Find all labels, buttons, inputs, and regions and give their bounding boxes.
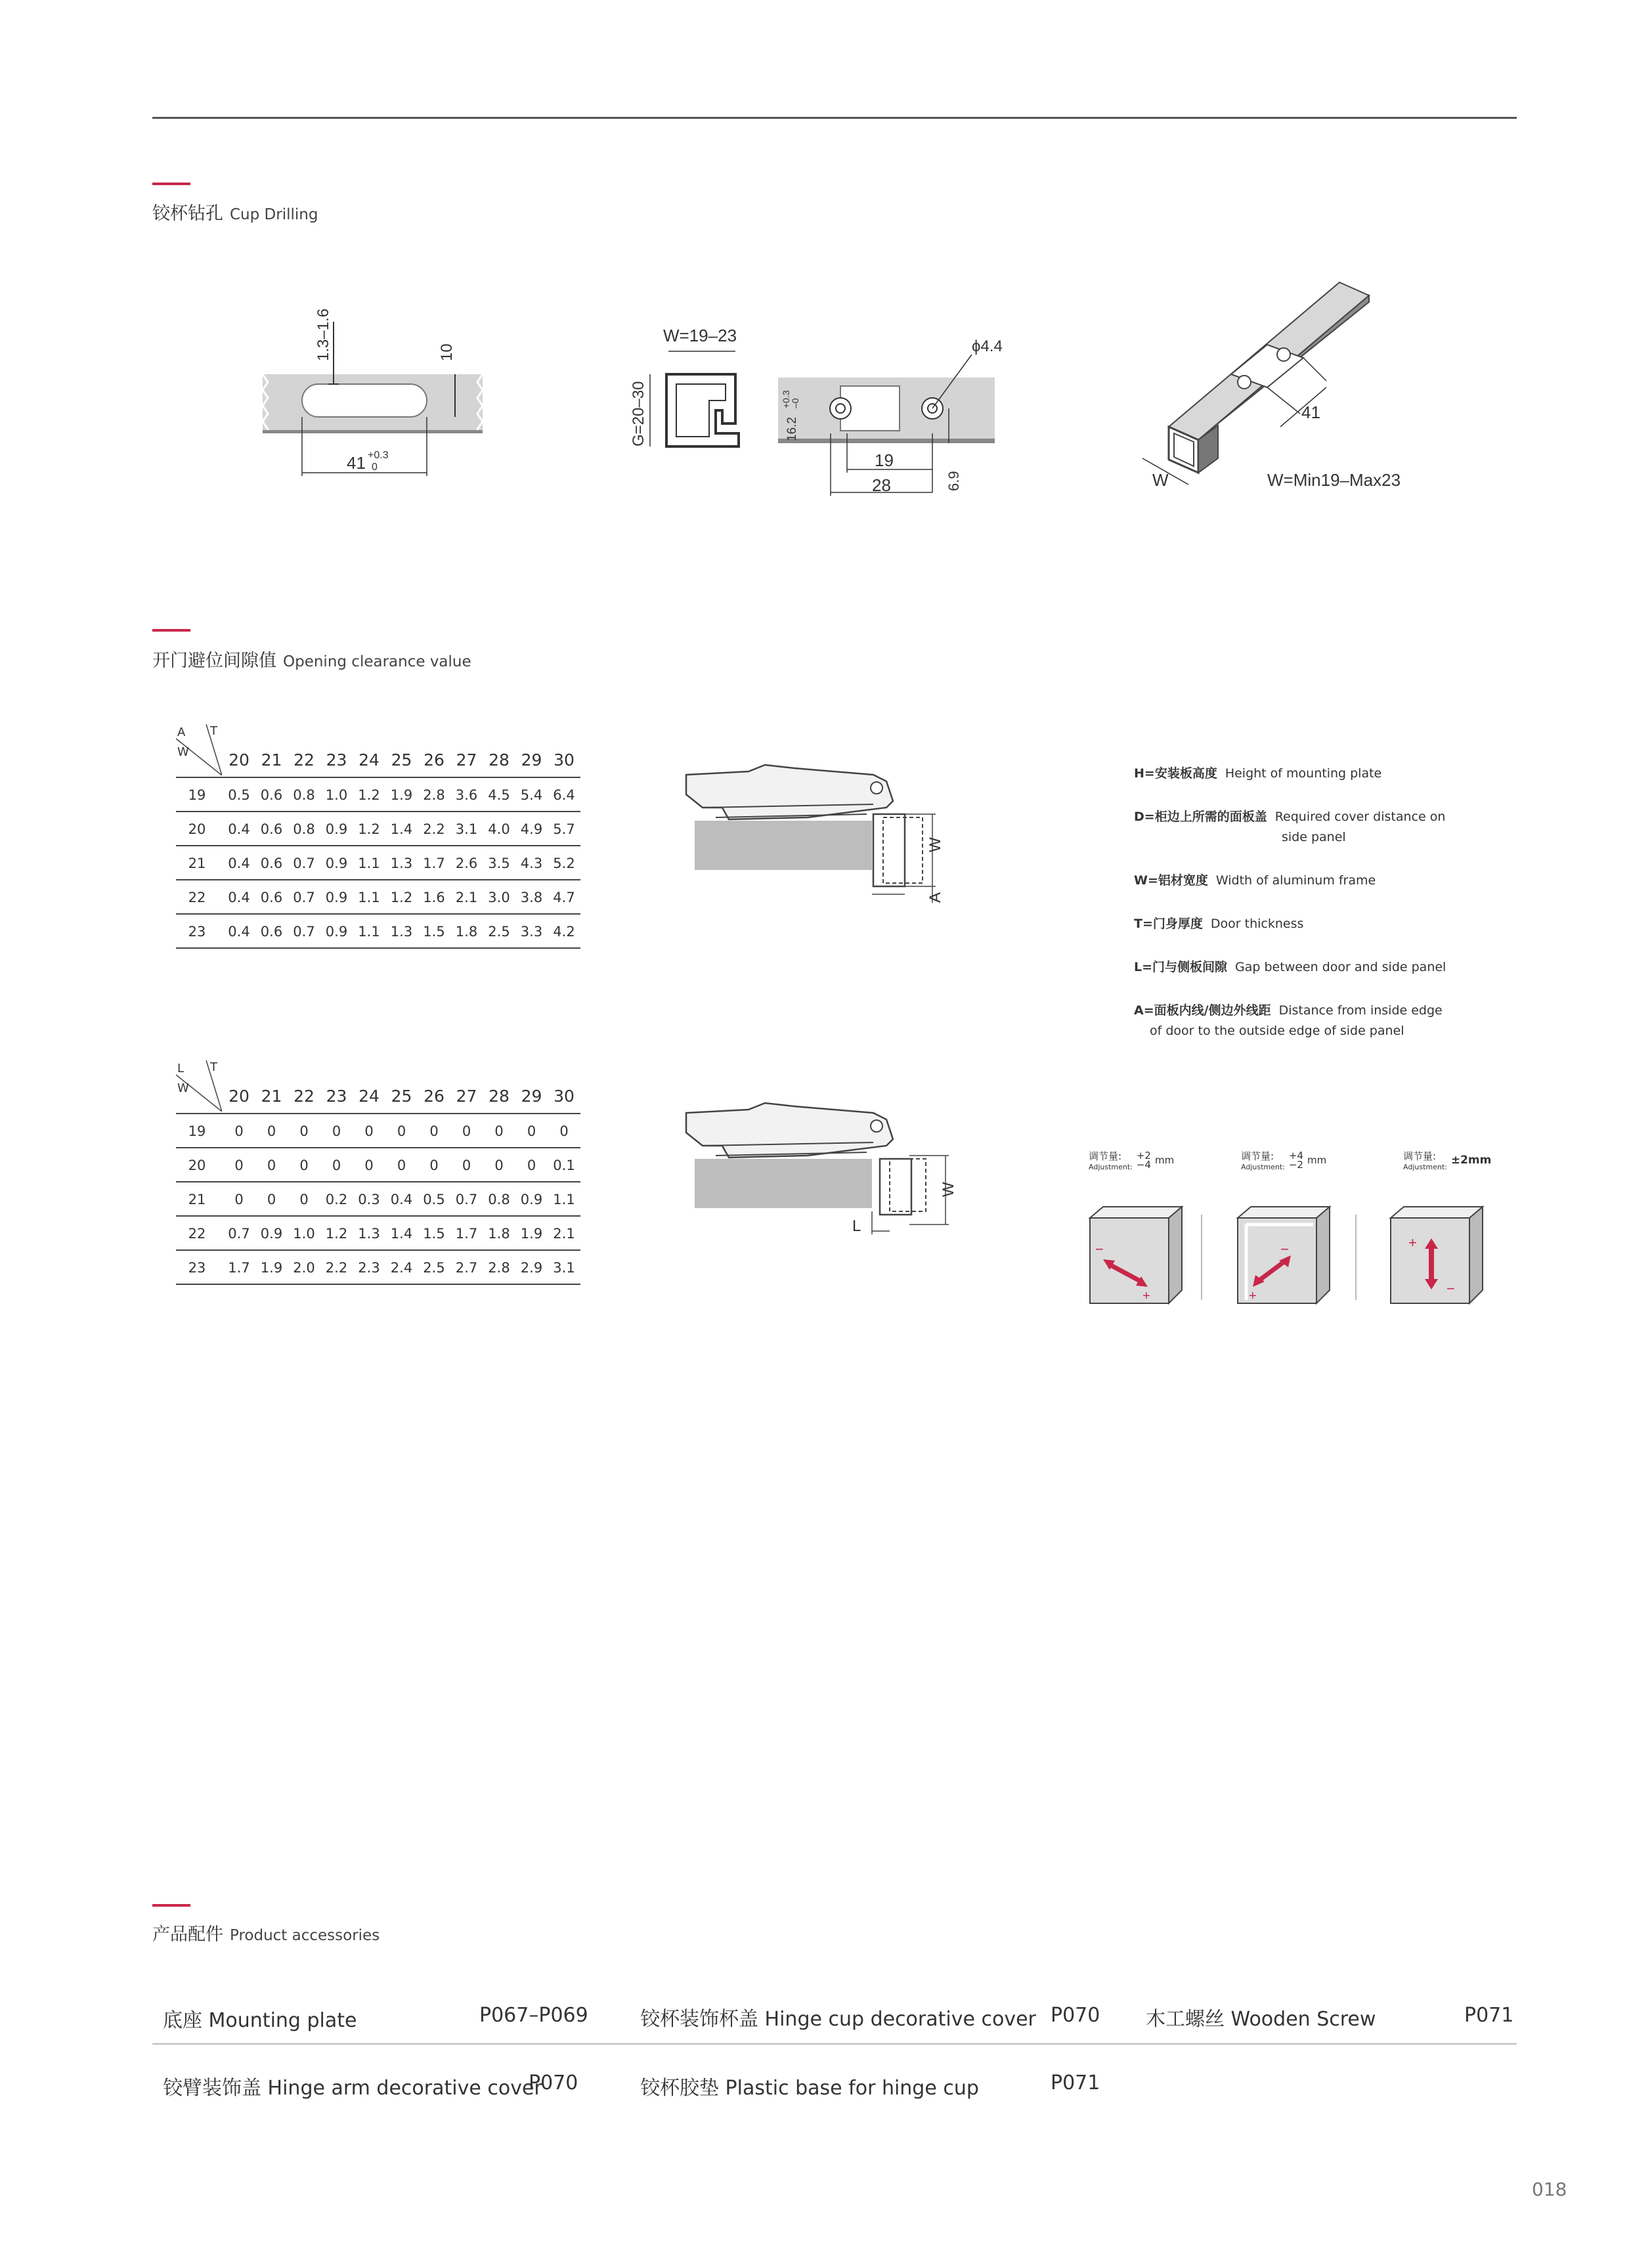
table-cell: 0.4 [228, 856, 250, 871]
table-cell: 5.7 [553, 821, 575, 837]
table-cell: 4.3 [520, 856, 543, 871]
column-header: 27 [456, 1087, 477, 1106]
table-cell: 3.5 [488, 856, 510, 871]
legend-desc-cont: of door to the outside edge of side panel [1150, 1024, 1404, 1038]
column-header: 30 [554, 750, 575, 769]
table-cell: 1.4 [390, 1226, 413, 1242]
adj-minus: −2 [1288, 1159, 1303, 1171]
cube-adjust-height-icon [1391, 1207, 1483, 1303]
column-header: 24 [359, 750, 380, 769]
table-row [176, 778, 580, 812]
adjustment-label-2 [1241, 1149, 1326, 1171]
dim-tol-plus: +0.3 [368, 450, 389, 461]
table-cell: 0.3 [358, 1192, 380, 1207]
dim-hole-vert-tol-minus: –0 [790, 398, 800, 408]
section-title-accessories [152, 1920, 380, 1945]
dim-hole-vert: 16.2 [785, 417, 799, 441]
table-cell: 3.6 [455, 787, 478, 803]
profile-outline [666, 374, 739, 446]
table-cell: 1.0 [325, 787, 348, 803]
table-cell: 0.6 [260, 821, 283, 837]
adj-en: Adjustment: [1089, 1163, 1133, 1171]
adj-zh: 调节量: [1089, 1150, 1122, 1162]
hole-left [830, 398, 851, 419]
hinge-dim-w: W [940, 1182, 957, 1197]
table-row [176, 1148, 580, 1182]
section-marker [152, 183, 190, 185]
table-cell: 5.4 [520, 787, 543, 803]
slot-outline [302, 384, 427, 417]
accessories-divider [152, 2043, 1517, 2045]
table-cell: 0 [267, 1192, 276, 1207]
table-cell: 2.1 [553, 1226, 575, 1242]
column-header: 21 [261, 750, 282, 769]
table-cell: 0 [527, 1158, 536, 1173]
column-header: 25 [391, 750, 412, 769]
table-cell: 3.8 [520, 890, 543, 905]
row-label: 19 [188, 1123, 206, 1139]
cube-adjust-depth-icon [1090, 1207, 1182, 1303]
legend-key: T=门身厚度 [1134, 917, 1203, 931]
dim-profile-width: W=19–23 [663, 326, 737, 345]
section-title-en: Product accessories [230, 1927, 380, 1944]
row-label: 21 [188, 1192, 206, 1207]
section-title-zh: 开门避位间隙值 [152, 651, 276, 671]
drilling-diagram-holes [617, 322, 1024, 499]
legend-item [1134, 871, 1528, 891]
table-cell: 1.7 [423, 856, 445, 871]
table-cell: 1.2 [325, 1226, 348, 1242]
sign-plus: + [1408, 1234, 1417, 1251]
table-cell: 2.0 [293, 1260, 315, 1276]
table-cell: 4.5 [488, 787, 510, 803]
table-cell: 4.0 [488, 821, 510, 837]
legend-desc: Height of mounting plate [1225, 766, 1382, 781]
table-cell: 1.3 [390, 856, 413, 871]
dim-iso-range: W=Min19–Max23 [1267, 470, 1401, 490]
table-cell: 0 [364, 1123, 374, 1139]
section-title-zh: 铰杯钻孔 [152, 204, 223, 224]
table-cell: 2.2 [423, 821, 445, 837]
legend-item [1134, 1001, 1528, 1041]
table-cell: 0.9 [325, 924, 348, 940]
sign-plus: + [1249, 1289, 1257, 1303]
table-cell: 6.4 [553, 787, 575, 803]
table-cell: 0.6 [260, 890, 283, 905]
row-label: 19 [188, 787, 206, 803]
table-cell: 1.9 [520, 1226, 543, 1242]
accessory-name: 底座 Mounting plate [163, 2009, 357, 2032]
table-cell: 0.8 [293, 787, 315, 803]
legend-item [1134, 764, 1528, 784]
table-row [176, 880, 580, 915]
column-header: 23 [326, 1087, 347, 1106]
table-cell: 0.9 [325, 856, 348, 871]
table-row [176, 846, 580, 880]
table-cell: 0.7 [293, 890, 315, 905]
table-cell: 0 [397, 1158, 406, 1173]
adj-unit: mm [1307, 1154, 1327, 1166]
hinge-diagram-l [676, 1093, 972, 1238]
table-cell: 1.1 [553, 1192, 575, 1207]
column-header: 28 [489, 1087, 510, 1106]
column-header: 21 [261, 1087, 282, 1106]
column-header: 27 [456, 750, 477, 769]
table-cell: 0.9 [325, 821, 348, 837]
corner-side-label: W [177, 745, 189, 759]
clearance-table-l [176, 1060, 580, 1285]
section-marker [152, 1904, 190, 1907]
dim-spacing-28: 28 [872, 475, 891, 495]
adj-zh: 调节量: [1403, 1150, 1437, 1162]
legend-item [1134, 807, 1528, 848]
table-cell: 0 [364, 1158, 374, 1173]
table-cell: 0 [332, 1158, 341, 1173]
table-row [176, 1182, 580, 1217]
table-cell: 4.9 [520, 821, 543, 837]
drilling-diagram-slot [250, 295, 492, 492]
table-cell: 0.2 [325, 1192, 348, 1207]
accessory-name: 铰杯胶垫 Plastic base for hinge cup [640, 2077, 979, 2100]
legend-item [1134, 957, 1528, 978]
legend-desc: Width of aluminum frame [1215, 873, 1376, 888]
table-cell: 0 [429, 1123, 439, 1139]
table-cell: 1.1 [358, 890, 380, 905]
table-cell: 2.6 [455, 856, 478, 871]
accessory-name: 木工螺丝 Wooden Screw [1146, 2008, 1376, 2031]
table-cell: 0 [462, 1123, 471, 1139]
column-header: 20 [228, 1087, 250, 1106]
table-cell: 2.4 [390, 1260, 413, 1276]
table-cell: 2.9 [520, 1260, 543, 1276]
table-cell: 0.4 [390, 1192, 413, 1207]
section-title-en: Cup Drilling [230, 206, 318, 223]
table-cell: 0 [234, 1158, 244, 1173]
adj-unit: mm [1154, 1154, 1175, 1166]
table-cell: 0 [494, 1158, 504, 1173]
legend-key: W=铝材宽度 [1134, 873, 1208, 888]
table-cell: 0.6 [260, 856, 283, 871]
table-cell: 0.5 [423, 1192, 445, 1207]
legend-desc: Distance from inside edge [1278, 1003, 1443, 1018]
corner-side-label: W [177, 1081, 189, 1095]
accessory-page: P067–P069 [479, 2004, 588, 2027]
table-cell: 0 [234, 1123, 244, 1139]
table-cell: 0 [299, 1123, 309, 1139]
adj-en: Adjustment: [1403, 1163, 1447, 1171]
table-cell: 0 [299, 1158, 309, 1173]
table-cell: 1.9 [260, 1260, 283, 1276]
clearance-table-a [176, 724, 580, 949]
table-cell: 2.1 [455, 890, 478, 905]
table-cell: 0.9 [260, 1226, 283, 1242]
corner-row-label: A [177, 726, 186, 739]
table-cell: 1.9 [390, 787, 413, 803]
table-cell: 2.5 [423, 1260, 445, 1276]
column-header: 25 [391, 1087, 412, 1106]
dim-iso-w: W [1152, 470, 1169, 490]
sign-plus: + [1142, 1289, 1150, 1303]
adj-zh: 调节量: [1241, 1150, 1274, 1162]
legend-desc: Gap between door and side panel [1235, 960, 1446, 974]
table-cell: 0.8 [488, 1192, 510, 1207]
table-cell: 0 [299, 1192, 309, 1207]
table-cell: 0.7 [293, 856, 315, 871]
hinge-dim-l: L [852, 1217, 861, 1235]
table-cell: 1.5 [423, 924, 445, 940]
table-row [176, 1217, 580, 1251]
table-row [176, 1114, 580, 1148]
adj-plus: +2 [1136, 1150, 1151, 1161]
drilling-diagram-iso [1129, 276, 1438, 499]
dim-hole-vert-tol-plus: +0.3 [781, 390, 791, 408]
table-cell: 2.7 [455, 1260, 478, 1276]
table-cell: 1.1 [358, 856, 380, 871]
sign-minus: − [1095, 1241, 1104, 1257]
section-marker [152, 629, 190, 632]
column-header: 30 [554, 1087, 575, 1106]
table-cell: 0.4 [228, 821, 250, 837]
table-cell: 0 [234, 1192, 244, 1207]
table-row [176, 1251, 580, 1285]
table-cell: 0.7 [455, 1192, 478, 1207]
column-header: 24 [359, 1087, 380, 1106]
table-cell: 4.2 [553, 924, 575, 940]
column-header: 26 [424, 1087, 445, 1106]
table-cell: 2.2 [325, 1260, 348, 1276]
table-row [176, 812, 580, 846]
table-cell: 1.2 [358, 821, 380, 837]
dim-tol-minus: 0 [372, 462, 378, 473]
accessory-page: P070 [1051, 2004, 1100, 2027]
corner-col-label: T [210, 724, 217, 738]
adjustment-label-1 [1089, 1149, 1174, 1171]
column-header: 20 [228, 750, 250, 769]
table-cell: 2.8 [488, 1260, 510, 1276]
adj-en: Adjustment: [1241, 1163, 1285, 1171]
table-cell: 0.7 [293, 924, 315, 940]
adjustment-label-3 [1403, 1149, 1491, 1171]
sign-minus: − [1446, 1280, 1455, 1297]
hinge-arm [686, 765, 893, 819]
table-cell: 1.7 [228, 1260, 250, 1276]
table-cell: 0.1 [553, 1158, 575, 1173]
table-cell: 1.8 [455, 924, 478, 940]
table-header [176, 1060, 580, 1114]
table-cell: 1.2 [390, 890, 413, 905]
row-label: 22 [188, 1226, 206, 1242]
table-cell: 0.4 [228, 924, 250, 940]
dim-profile-height: G=20–30 [630, 381, 647, 446]
hinge-diagram-a [676, 755, 972, 906]
legend-key: D=柜边上所需的面板盖 [1134, 810, 1267, 824]
adj-plus: +4 [1288, 1150, 1303, 1161]
legend-key: H=安装板高度 [1134, 766, 1217, 781]
hinge-dim-w: W [926, 837, 944, 852]
table-cell: 1.3 [358, 1226, 380, 1242]
table-cell: 0 [462, 1158, 471, 1173]
accessory-name: 铰杯装饰杯盖 Hinge cup decorative cover [640, 2008, 1036, 2031]
row-label: 21 [188, 856, 206, 871]
corner-col-label: T [210, 1060, 217, 1074]
dim-height: 10 [438, 343, 456, 361]
column-header: 29 [521, 750, 542, 769]
table-cell: 1.5 [423, 1226, 445, 1242]
table-row [176, 915, 580, 949]
dim-iso-length: 41 [1301, 402, 1320, 422]
table-header [176, 724, 580, 778]
column-header: 26 [424, 750, 445, 769]
table-cell: 0.8 [293, 821, 315, 837]
corner-row-label: L [177, 1062, 185, 1075]
column-header: 23 [326, 750, 347, 769]
legend-desc: Door thickness [1210, 917, 1304, 931]
table-cell: 0 [267, 1158, 276, 1173]
table-cell: 1.1 [358, 924, 380, 940]
sign-minus: − [1280, 1241, 1289, 1257]
table-cell: 3.3 [520, 924, 543, 940]
table-cell: 0 [332, 1123, 341, 1139]
section-title-cup-drilling [152, 199, 318, 225]
hinge-dim-a: A [926, 892, 944, 903]
table-cell: 2.3 [358, 1260, 380, 1276]
legend [1134, 764, 1528, 1041]
table-cell: 0 [397, 1123, 406, 1139]
table-cell: 0.9 [520, 1192, 543, 1207]
table-cell: 1.3 [390, 924, 413, 940]
table-cell: 0 [494, 1123, 504, 1139]
row-label: 22 [188, 890, 206, 905]
dim-hole-dia: ϕ4.4 [972, 337, 1003, 355]
table-cell: 3.1 [553, 1260, 575, 1276]
accessory-page: P071 [1051, 2071, 1100, 2094]
table-cell: 1.0 [293, 1226, 315, 1242]
table-cell: 1.6 [423, 890, 445, 905]
dim-length: 41 [347, 453, 366, 473]
top-rule [152, 117, 1517, 119]
row-label: 23 [188, 924, 206, 940]
legend-key: L=门与侧板间隙 [1134, 960, 1228, 974]
table-cell: 0.5 [228, 787, 250, 803]
side-panel [695, 821, 872, 870]
table-cell: 0 [559, 1123, 569, 1139]
table-cell: 1.2 [358, 787, 380, 803]
dim-offset: 6.9 [946, 471, 962, 491]
column-header: 22 [293, 1087, 315, 1106]
row-label: 23 [188, 1260, 206, 1276]
table-cell: 0.9 [325, 890, 348, 905]
adj-value: ±2mm [1450, 1154, 1492, 1167]
table-cell: 3.0 [488, 890, 510, 905]
adj-minus: −4 [1136, 1159, 1151, 1171]
section-title-en: Opening clearance value [283, 653, 471, 670]
column-header: 28 [489, 750, 510, 769]
accessory-page: P070 [529, 2071, 578, 2094]
table-cell: 0.4 [228, 890, 250, 905]
table-cell: 4.7 [553, 890, 575, 905]
table-cell: 0.7 [228, 1226, 250, 1242]
accessory-name: 铰臂装饰盖 Hinge arm decorative cover [163, 2077, 542, 2100]
table-cell: 0.6 [260, 924, 283, 940]
page-number: 018 [1532, 2178, 1567, 2200]
column-header: 22 [293, 750, 315, 769]
table-cell: 2.5 [488, 924, 510, 940]
table-cell: 0.6 [260, 787, 283, 803]
table-cell: 2.8 [423, 787, 445, 803]
row-label: 20 [188, 1158, 206, 1173]
legend-desc: Required cover distance on [1274, 810, 1446, 824]
accessory-page: P071 [1464, 2004, 1514, 2027]
adjustment-cubes [1077, 1202, 1497, 1313]
legend-key: A=面板内线/侧边外线距 [1134, 1003, 1271, 1018]
table-cell: 1.4 [390, 821, 413, 837]
row-label: 20 [188, 821, 206, 837]
legend-item [1134, 914, 1528, 934]
table-cell: 3.1 [455, 821, 478, 837]
table-cell: 0 [527, 1123, 536, 1139]
table-cell: 1.7 [455, 1226, 478, 1242]
table-cell: 0 [429, 1158, 439, 1173]
section-title-zh: 产品配件 [152, 1924, 223, 1945]
table-cell: 0 [267, 1123, 276, 1139]
cube-adjust-side-icon [1238, 1207, 1330, 1303]
table-cell: 1.8 [488, 1226, 510, 1242]
column-header: 29 [521, 1087, 542, 1106]
dim-depth: 1.3–1.6 [315, 308, 332, 361]
side-panel [695, 1159, 872, 1208]
table-cell: 5.2 [553, 856, 575, 871]
hinge-arm [686, 1103, 893, 1158]
legend-desc-cont: side panel [1282, 830, 1346, 844]
dim-spacing-19: 19 [875, 450, 894, 470]
section-title-opening-clearance [152, 646, 471, 672]
